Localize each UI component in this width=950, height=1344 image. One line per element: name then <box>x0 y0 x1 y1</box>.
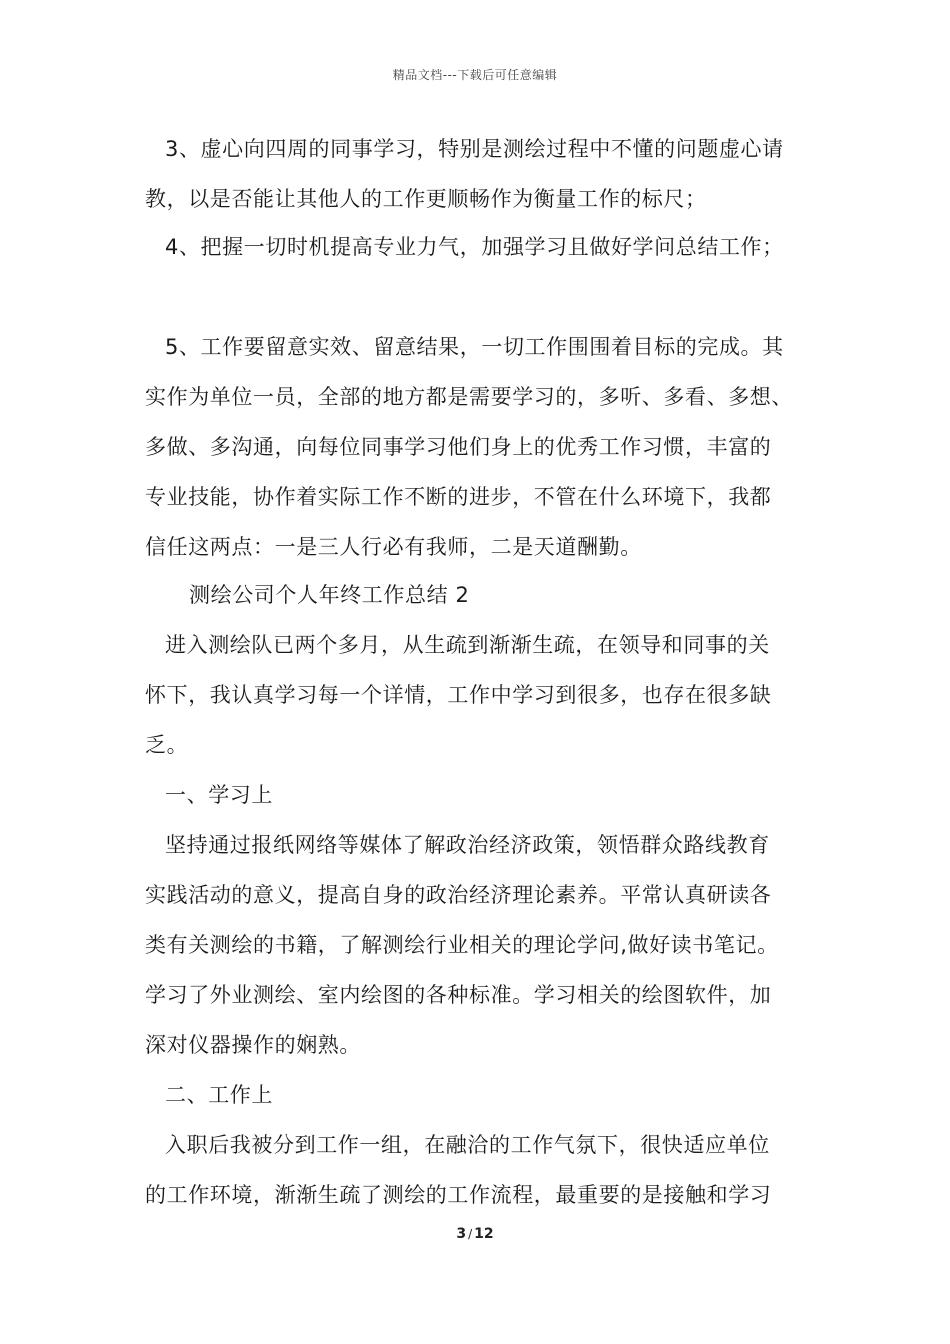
section-title: 测绘公司个人年终工作总结 2 <box>189 583 470 607</box>
paragraph-line: 的工作环境，渐渐生疏了测绘的工作流程，最重要的是接触和学习 <box>145 1183 772 1207</box>
page-number <box>0 1226 950 1242</box>
paragraph-line: 教，以是否能让其他人的工作更顺畅作为衡量工作的标尺； <box>145 187 707 211</box>
current-page: 3 <box>456 1226 467 1242</box>
paragraph-line: 进入测绘队已两个多月，从生疏到渐渐生疏，在领导和同事的关 <box>165 633 770 657</box>
paragraph-line: 4、把握一切时机提高专业力气，加强学习且做好学问总结工作； <box>165 235 784 259</box>
paragraph-line: 信任这两点：一是三人行必有我师，二是天道酬勤。 <box>145 535 642 559</box>
total-pages: 12 <box>474 1226 494 1242</box>
paragraph-line: 3、虚心向四周的同事学习，特别是测绘过程中不懂的问题虚心请 <box>165 137 784 161</box>
paragraph-line: 怀下，我认真学习每一个详情，工作中学习到很多，也存在很多缺 <box>145 683 772 707</box>
paragraph-line: 深对仪器操作的娴熟。 <box>145 1033 361 1057</box>
page-separator: / <box>468 1227 473 1241</box>
paragraph-line: 专业技能，协作着实际工作不断的进步，不管在什么环境下，我都 <box>145 485 772 509</box>
paragraph-line: 实践活动的意义，提高自身的政治经济理论素养。平常认真研读各 <box>145 883 772 907</box>
subsection-heading: 一、学习上 <box>165 783 273 807</box>
paragraph-line: 入职后我被分到工作一组，在融洽的工作气氛下，很快适应单位 <box>165 1133 770 1157</box>
paragraph-line: 实作为单位一员，全部的地方都是需要学习的，多听、多看、多想、 <box>145 385 793 409</box>
paragraph-line: 5、工作要留意实效、留意结果，一切工作围围着目标的完成。其 <box>165 335 784 359</box>
subsection-heading: 二、工作上 <box>165 1083 273 1107</box>
paragraph-line: 坚持通过报纸网络等媒体了解政治经济政策，领悟群众路线教育 <box>165 833 770 857</box>
paragraph-line: 学习了外业测绘、室内绘图的各种标准。学习相关的绘图软件，加 <box>145 983 772 1007</box>
paragraph-line: 乏。 <box>145 733 189 757</box>
paragraph-line: 类有关测绘的书籍，了解测绘行业相关的理论学问,做好读书笔记。 <box>145 933 779 957</box>
page-header: 精品文档---下载后可任意编辑 <box>392 68 558 82</box>
paragraph-line: 多做、多沟通，向每位同事学习他们身上的优秀工作习惯，丰富的 <box>145 435 772 459</box>
